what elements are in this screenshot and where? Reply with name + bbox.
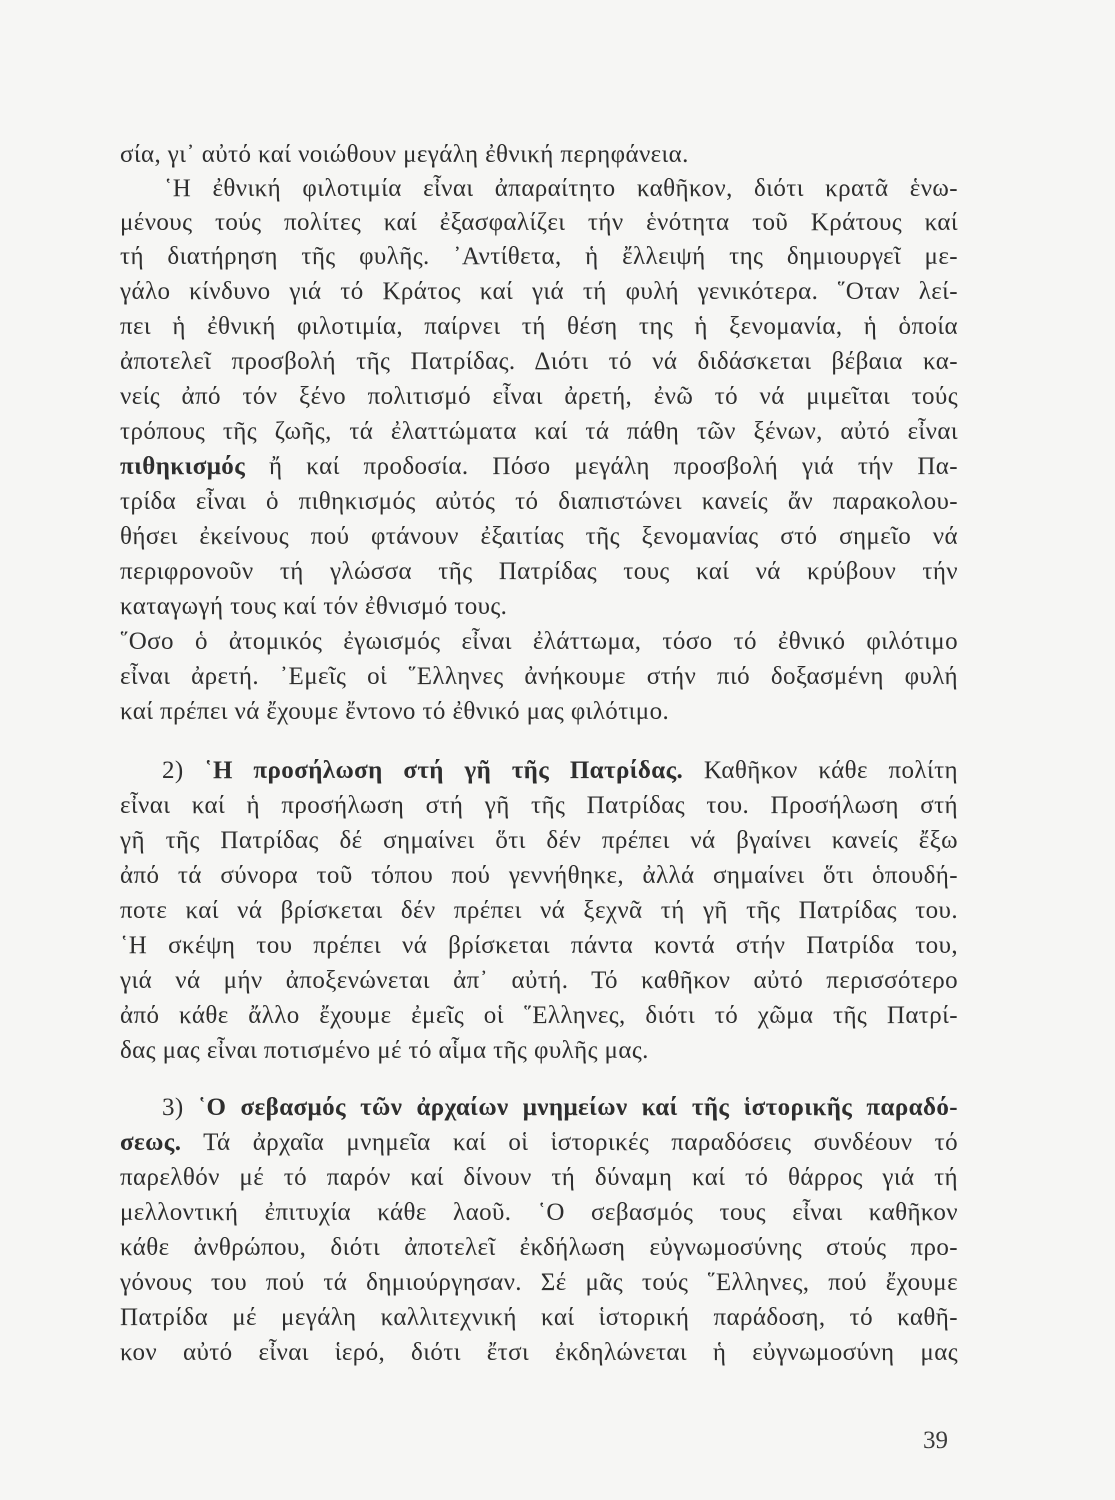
text-line: ῞Οσο ὁ ἀτομικός ἐγωισμός εἶναι ἐλάττωμα, τόσο τό ἐθνικό φιλότιμο	[120, 628, 958, 655]
section-heading-cont: σεως.	[120, 1129, 182, 1156]
text-line: πει ἡ ἐθνική φιλοτιμία, παίρνει τή θέση της ἡ ξενομανία, ἡ ὁποία	[120, 313, 958, 340]
text-line: σία, γι᾽ αὐτό καί νοιώθουν μεγάλη ἐθνική περηφάνεια.	[120, 141, 689, 168]
text-line: δας μας εἶναι ποτισμένο μέ τό αἷμα τῆς φυλῆς μας.	[120, 1037, 649, 1064]
text-line: ποτε καί νά βρίσκεται δέν πρέπει νά ξεχνᾶ τή γῆ τῆς Πατρίδας του.	[120, 897, 958, 924]
text-line: γῆ τῆς Πατρίδας δέ σημαίνει ὅτι δέν πρέπει νά βγαίνει κανείς ἔξω	[120, 827, 958, 854]
text-line: περιφρονοῦν τή γλώσσα τῆς Πατρίδας τους καί νά κρύβουν τήν	[120, 558, 958, 585]
text-line: Πατρίδα μέ μεγάλη καλλιτεχνική καί ἱστορική παράδοση, τό καθῆ-	[120, 1304, 958, 1331]
text-line: τρίδα εἶναι ὁ πιθηκισμός αὐτός τό διαπιστώνει κανείς ἄν παρακολου-	[120, 488, 958, 515]
text-line: μένους τούς πολίτες καί ἐξασφαλίζει τήν ἑνότητα τοῦ Κράτους καί	[120, 209, 958, 236]
section-2-first-line	[162, 755, 958, 786]
text-line: ῾Η ἐθνική φιλοτιμία εἶναι ἀπαραίτητο καθῆκον, διότι κρατᾶ ἑνω-	[164, 175, 958, 202]
text-line: εἶναι ἀρετή. ᾿Εμεῖς οἱ ῞Ελληνες ἀνήκουμε στήν πιό δοξασμένη φυλή	[120, 663, 958, 690]
text-line: νείς ἀπό τόν ξένο πολιτισμό εἶναι ἀρετή, ἐνῶ τό νά μιμεῖται τούς	[120, 383, 958, 410]
section-heading: ῾Ο σεβασμός τῶν ἀρχαίων μνημείων καί τῆς ἱστορικῆς παραδό-	[197, 1094, 959, 1121]
section-3-first-line	[162, 1092, 958, 1123]
text-line: καταγωγή τους καί τόν ἐθνισμό τους.	[120, 593, 508, 620]
text-line	[120, 451, 958, 482]
section-number: 2)	[162, 757, 184, 784]
text-line: εἶναι καί ἡ προσήλωση στή γῆ τῆς Πατρίδας του. Προσήλωση στή	[120, 792, 958, 819]
text-line: τή διατήρηση τῆς φυλῆς. ᾿Αντίθετα, ἡ ἔλλειψή της δημιουργεῖ με-	[120, 243, 958, 270]
section-number: 3)	[162, 1094, 184, 1121]
text-line: κον αὐτό εἶναι ἱερό, διότι ἔτσι ἐκδηλώνεται ἡ εὐγνωμοσύνη μας	[120, 1339, 958, 1366]
text-line: παρελθόν μέ τό παρόν καί δίνουν τή δύναμη καί τό θάρρος γιά τή	[120, 1164, 958, 1191]
text-line: γάλο κίνδυνο γιά τό Κράτος καί γιά τή φυλή γενικότερα. ῞Οταν λεί-	[120, 278, 958, 305]
page-number: 39	[923, 1427, 948, 1454]
text-line-rest: ἤ καί προδοσία. Πόσο μεγάλη προσβολή γιά τήν Πα-	[269, 453, 958, 480]
text-line: τρόπους τῆς ζωῆς, τά ἐλαττώματα καί τά πάθη τῶν ξένων, αὐτό εἶναι	[120, 418, 958, 445]
bold-term: πιθηκισμός	[120, 453, 246, 480]
text-line: κάθε ἀνθρώπου, διότι ἀποτελεῖ ἐκδήλωση εὐγνωμοσύνης στούς προ-	[120, 1234, 958, 1261]
text-line: γόνους του πού τά δημιούργησαν. Σέ μᾶς τούς ῞Ελληνες, πού ἔχουμε	[120, 1269, 958, 1296]
section-heading: ῾Η προσήλωση στή γῆ τῆς Πατρίδας.	[204, 757, 684, 784]
text-line	[120, 1127, 958, 1158]
text-line: ἀπό τά σύνορα τοῦ τόπου πού γεννήθηκε, ἀλλά σημαίνει ὅτι ὁπουδή-	[120, 862, 958, 889]
text-line: μελλοντική ἐπιτυχία κάθε λαοῦ. ῾Ο σεβασμός τους εἶναι καθῆκον	[120, 1199, 958, 1226]
text-line: ἀποτελεῖ προσβολή τῆς Πατρίδας. Διότι τό νά διδάσκεται βέβαια κα-	[120, 348, 958, 375]
text-line: θήσει ἐκείνους πού φτάνουν ἐξαιτίας τῆς ξενομανίας στό σημεῖο νά	[120, 523, 958, 550]
text-line: ῾Η σκέψη του πρέπει νά βρίσκεται πάντα κοντά στήν Πατρίδα του,	[120, 932, 958, 959]
text-line: καί πρέπει νά ἔχουμε ἔντονο τό ἐθνικό μας φιλότιμο.	[120, 698, 670, 725]
text-line: ἀπό κάθε ἄλλο ἔχουμε ἐμεῖς οἱ ῞Ελληνες, διότι τό χῶμα τῆς Πατρί-	[120, 1002, 958, 1029]
text-line-rest: Τά ἀρχαῖα μνημεῖα καί οἱ ἱστορικές παραδόσεις συνδέουν τό	[203, 1129, 958, 1156]
text-line-rest: Καθῆκον κάθε πολίτη	[703, 757, 958, 784]
text-line: γιά νά μήν ἀποξενώνεται ἀπ᾽ αὐτή. Τό καθῆκον αὐτό περισσότερο	[120, 967, 958, 994]
